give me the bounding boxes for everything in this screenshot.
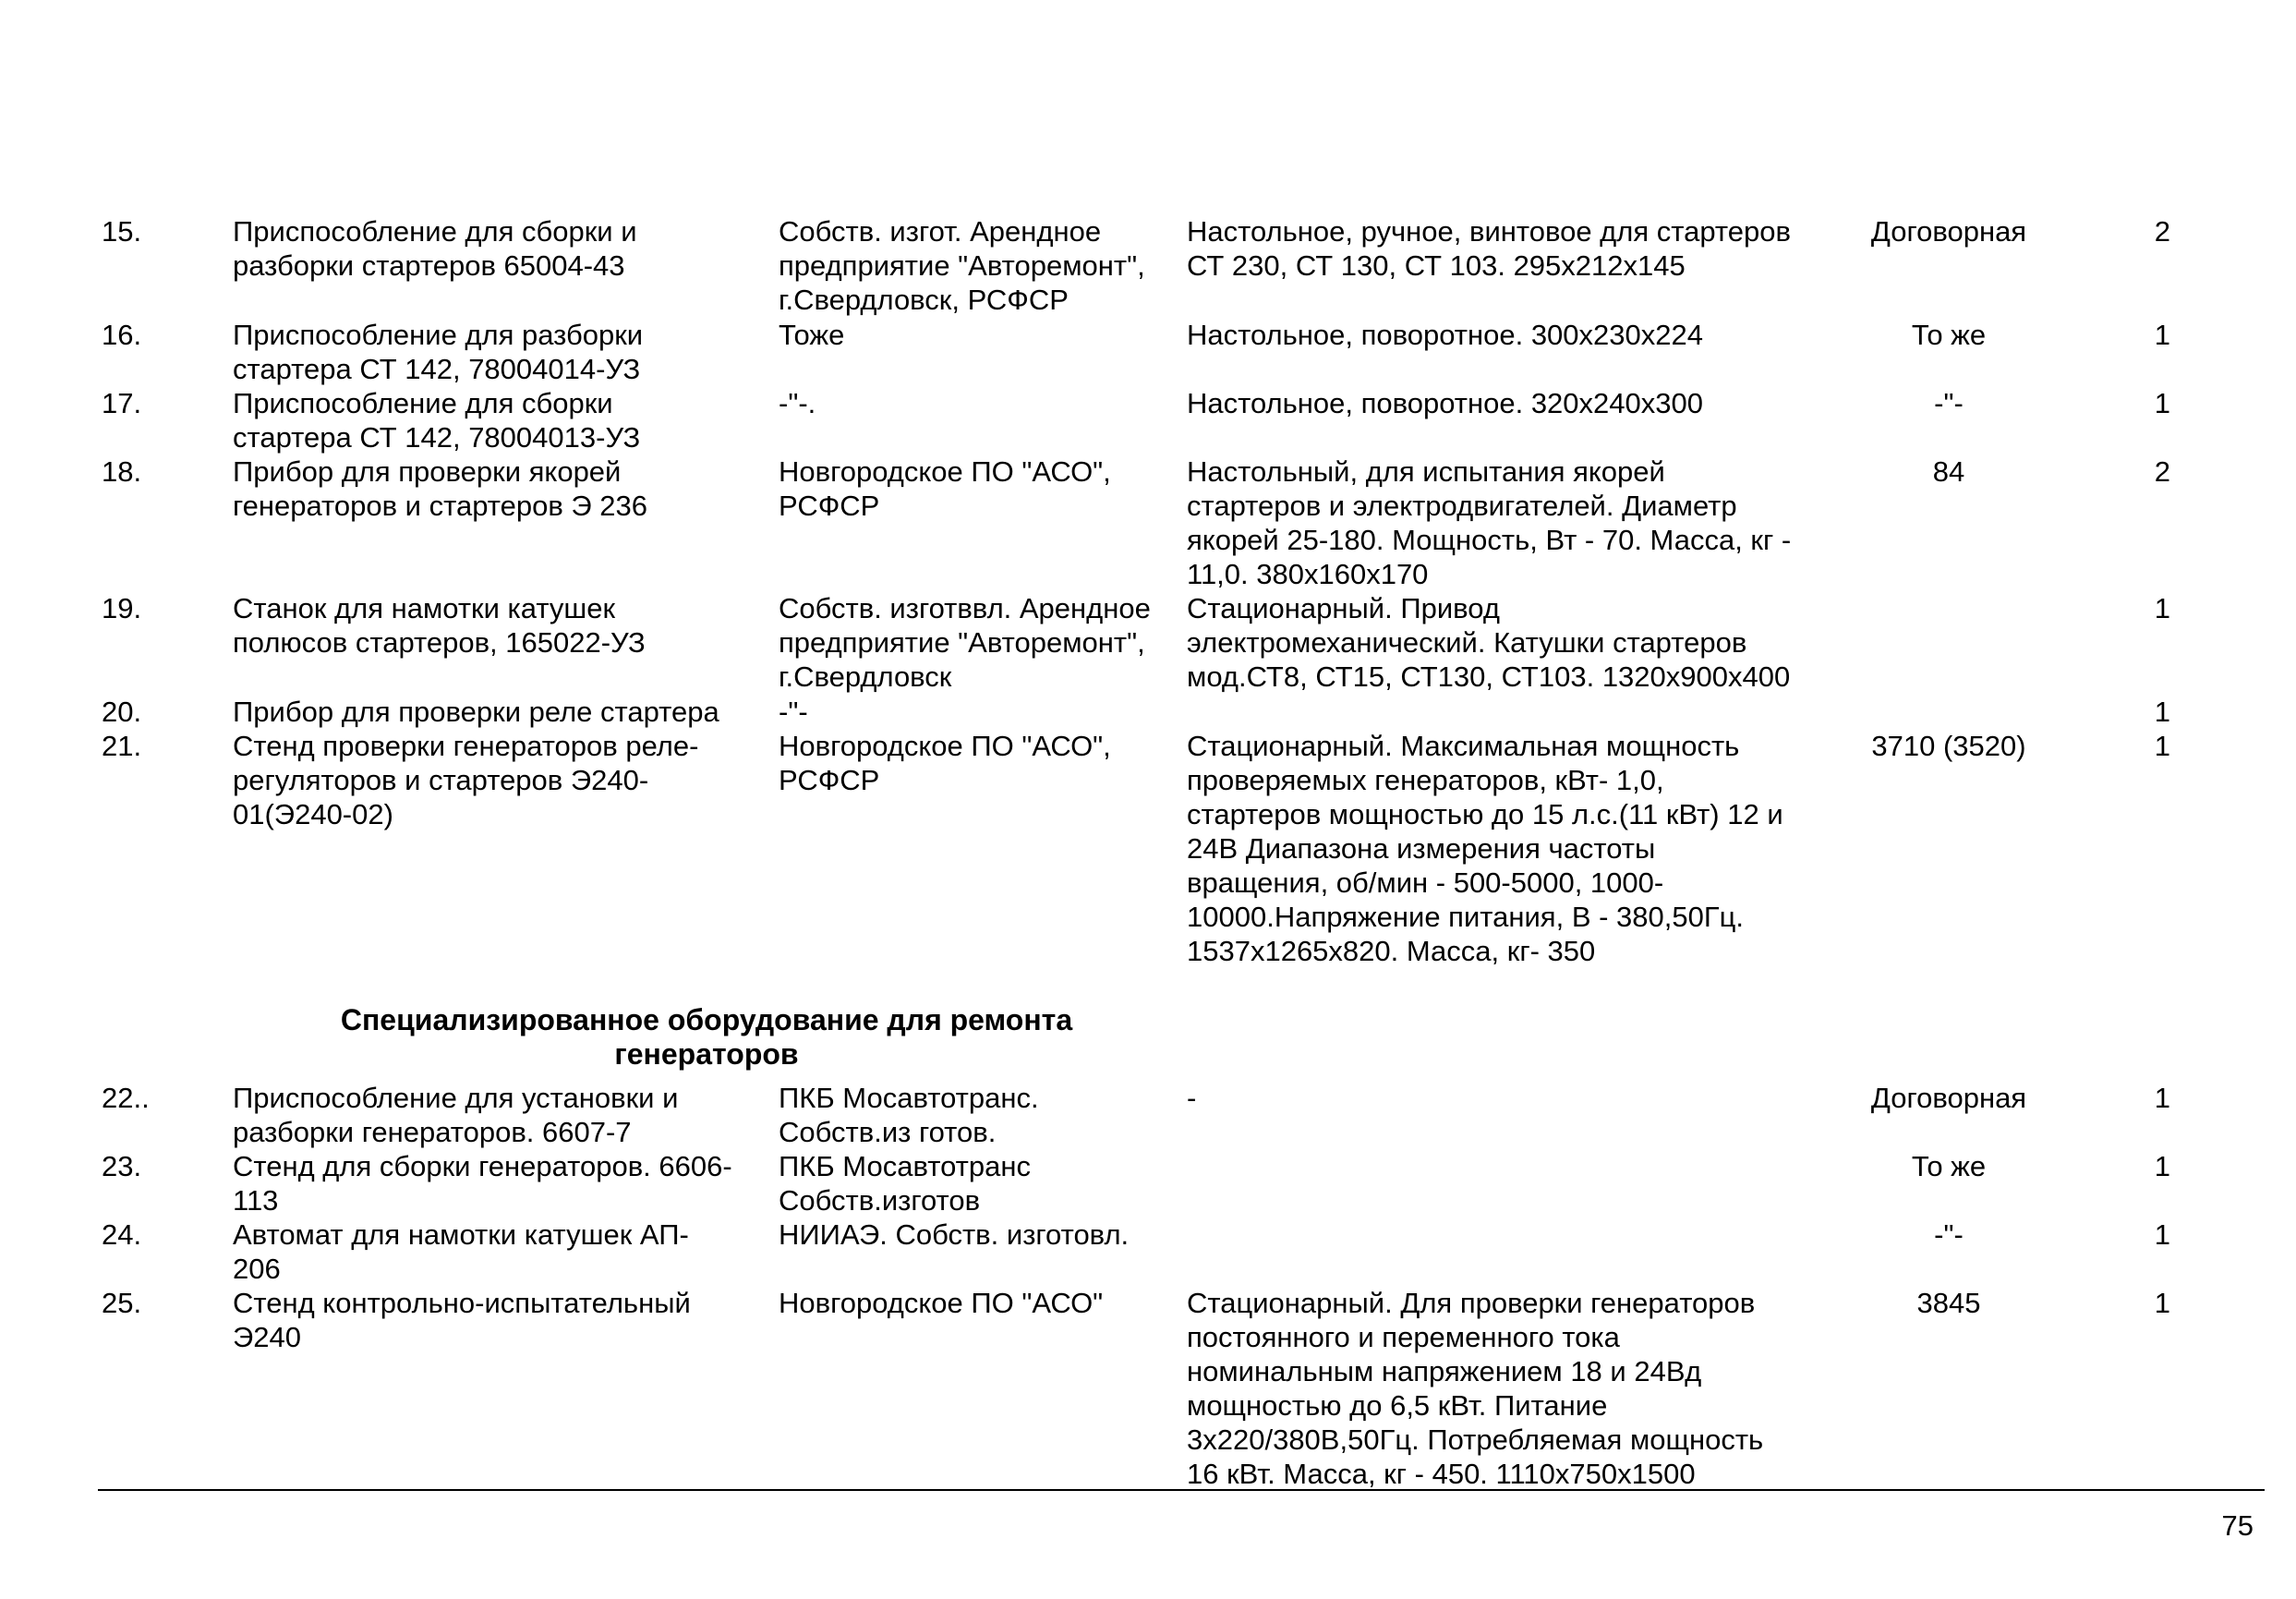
quantity: 1 xyxy=(2154,1218,2170,1251)
price: Договорная xyxy=(1870,1082,2027,1114)
manufacturer: Новгородское ПО "АСО", РСФСР xyxy=(779,455,1111,522)
equipment-name: Станок для намотки катушек полюсов стартеров, 165022-УЗ xyxy=(233,592,646,659)
equipment-name: Приспособление для сборки и разборки стартеров 65004-43 xyxy=(233,215,637,282)
row-number: 16. xyxy=(102,319,142,351)
quantity: 1 xyxy=(2154,1287,2170,1319)
quantity: 2 xyxy=(2154,215,2170,248)
price: -"- xyxy=(1934,387,1964,419)
footer-divider xyxy=(98,1489,2265,1491)
quantity: 2 xyxy=(2154,455,2170,488)
equipment-name: Приспособление для установки и разборки генераторов. 6607-7 xyxy=(233,1082,679,1148)
row-number: 22.. xyxy=(102,1082,150,1114)
specification: Настольное, ручное, винтовое для стартеров СТ 230, СТ 130, СТ 103. 295x212x145 xyxy=(1187,215,1791,282)
specification: Стационарный. Привод электромеханический. Катушки стартеров мод.СТ8, СТ15, СТ130, СТ103. 1320x900x400 xyxy=(1187,592,1791,693)
quantity: 1 xyxy=(2154,1150,2170,1182)
section-heading: Специализированное оборудование для ремонта генераторов xyxy=(340,1003,1073,1071)
specification: Настольный, для испытания якорей стартеров и электродвигателей. Диаметр якорей 25-180. Мощность, Вт - 70. Масса, кг - 11,0. 380x160x170 xyxy=(1187,455,1792,590)
equipment-name: Стенд проверки генераторов реле- регуляторов и стартеров Э240- 01(Э240-02) xyxy=(233,730,699,830)
row-number: 25. xyxy=(102,1287,142,1319)
quantity: 1 xyxy=(2154,696,2170,728)
manufacturer: НИИАЭ. Собств. изготовл. xyxy=(779,1218,1130,1251)
row-number: 18. xyxy=(102,455,142,488)
manufacturer: -"-. xyxy=(779,387,816,419)
price: 3845 xyxy=(1916,1287,1981,1319)
specification: - xyxy=(1187,1082,1197,1114)
price: То же xyxy=(1911,319,1987,351)
specification: Настольное, поворотное. 300x230x224 xyxy=(1187,319,1703,351)
specification: Стационарный. Максимальная мощность проверяемых генераторов, кВт- 1,0, стартеров мощностью до 15 л.с.(11 кВт) 12 и 24В Диапазона измерения частоты вращения, об/мин - 500-5000, 1000- 10000.Напряжение питания, В - 380,50Гц. 1537x1265x820. Масса, кг- 350 xyxy=(1187,730,1783,967)
row-number: 17. xyxy=(102,387,142,419)
quantity: 1 xyxy=(2154,592,2170,624)
price: Договорная xyxy=(1870,215,2027,248)
equipment-name: Прибор для проверки реле стартера xyxy=(233,696,719,728)
manufacturer: -"- xyxy=(779,696,808,728)
specification: Стационарный. Для проверки генераторов постоянного и переменного тока номинальным напряжением 18 и 24Вд мощностью до 6,5 кВт. Питание 3x220/380В,50Гц. Потребляемая мощность 16 кВт. Масса, кг - 450. 1110x750x1500 xyxy=(1187,1287,1764,1490)
row-number: 24. xyxy=(102,1218,142,1251)
quantity: 1 xyxy=(2154,730,2170,762)
equipment-name: Стенд контрольно-испытательный Э240 xyxy=(233,1287,691,1353)
price: -"- xyxy=(1934,1218,1964,1251)
price: 3710 (3520) xyxy=(1871,730,2026,762)
equipment-name: Приспособление для разборки стартера СТ 142, 78004014-УЗ xyxy=(233,319,644,385)
specification: Настольное, поворотное. 320x240x300 xyxy=(1187,387,1703,419)
manufacturer: Новгородское ПО "АСО" xyxy=(779,1287,1104,1319)
price: То же xyxy=(1911,1150,1987,1182)
equipment-name: Приспособление для сборки стартера СТ 142, 78004013-УЗ xyxy=(233,387,641,454)
page-number: 75 xyxy=(2221,1509,2254,1542)
row-number: 23. xyxy=(102,1150,142,1182)
equipment-name: Прибор для проверки якорей генераторов и стартеров Э 236 xyxy=(233,455,648,522)
row-number: 21. xyxy=(102,730,142,762)
manufacturer: Собств. изготввл. Арендное предприятие "Авторемонт", г.Свердловск xyxy=(779,592,1151,693)
manufacturer: Собств. изгот. Арендное предприятие "Авторемонт", г.Свердловск, РСФСР xyxy=(779,215,1145,316)
equipment-name: Автомат для намотки катушек АП- 206 xyxy=(233,1218,689,1285)
row-number: 20. xyxy=(102,696,142,728)
quantity: 1 xyxy=(2154,387,2170,419)
manufacturer: Новгородское ПО "АСО", РСФСР xyxy=(779,730,1111,796)
row-number: 19. xyxy=(102,592,142,624)
manufacturer: ПКБ Мосавтотранс Собств.изготов xyxy=(779,1150,1031,1217)
manufacturer: Тоже xyxy=(779,319,845,351)
price: 84 xyxy=(1932,455,1965,488)
row-number: 15. xyxy=(102,215,142,248)
quantity: 1 xyxy=(2154,1082,2170,1114)
quantity: 1 xyxy=(2154,319,2170,351)
manufacturer: ПКБ Мосавтотранс. Собств.из готов. xyxy=(779,1082,1039,1148)
equipment-name: Стенд для сборки генераторов. 6606- 113 xyxy=(233,1150,732,1217)
